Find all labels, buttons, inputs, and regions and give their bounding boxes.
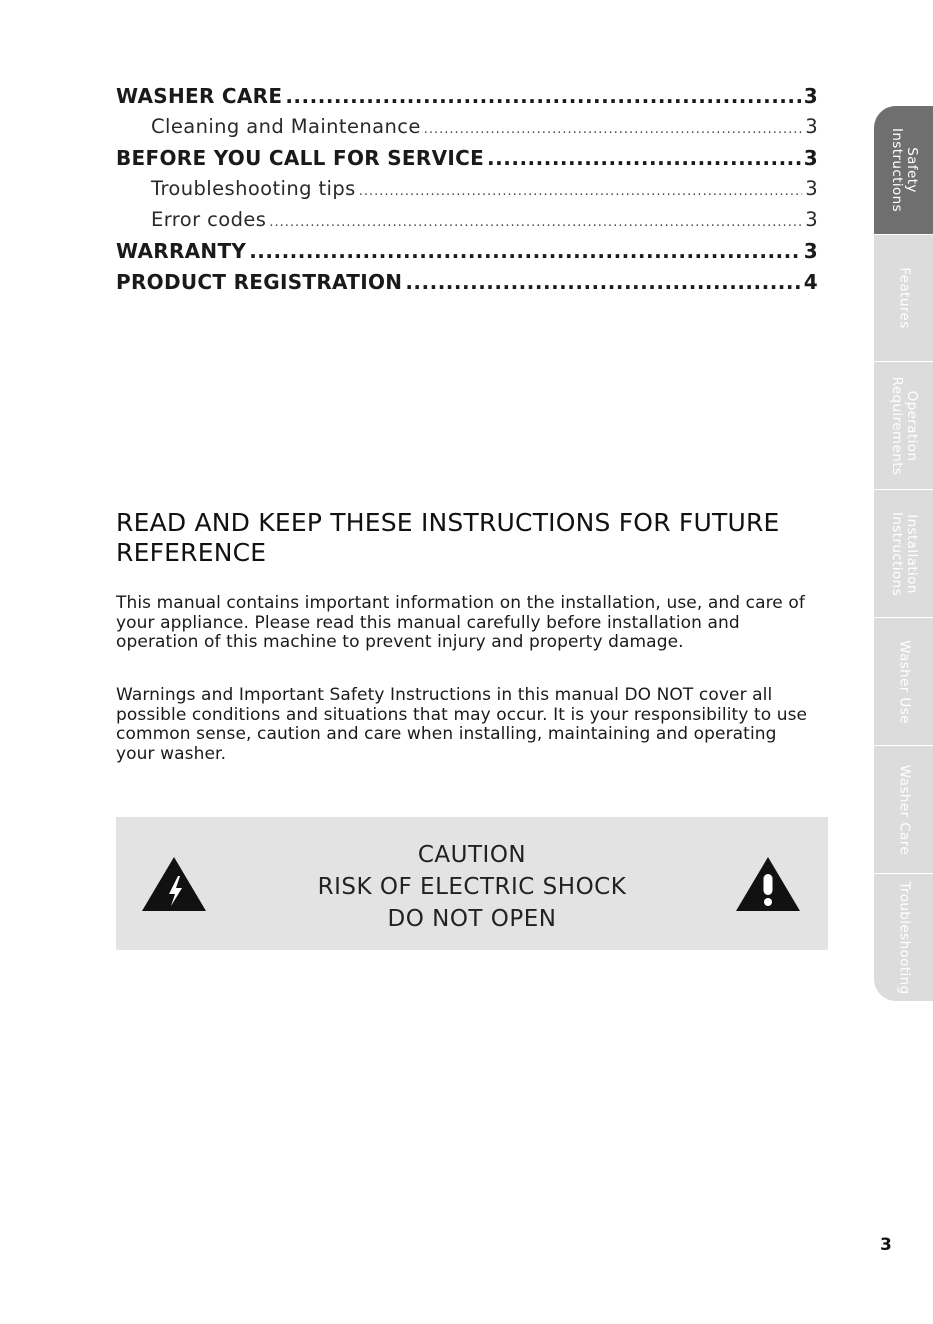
caution-box <box>116 817 828 950</box>
toc-leader-dots <box>405 270 800 294</box>
tab-washer-care[interactable] <box>874 746 933 874</box>
tab-features[interactable] <box>874 235 933 362</box>
toc-entry-title: PRODUCT REGISTRATION <box>116 270 403 294</box>
tab-troubleshooting[interactable] <box>874 874 933 1001</box>
caution-line: RISK OF ELECTRIC SHOCK <box>317 874 627 900</box>
toc-entry-page: 3 <box>803 146 818 170</box>
toc-leader-dots <box>424 122 802 137</box>
toc-entry[interactable] <box>116 115 818 146</box>
toc-entry-title: Cleaning and Maintenance <box>151 115 421 138</box>
table-of-contents <box>116 84 818 301</box>
tab-safety-instructions[interactable] <box>874 106 933 235</box>
tab-label-line: Operation <box>903 390 920 461</box>
toc-entry-title: WASHER CARE <box>116 84 283 108</box>
toc-entry-title: Troubleshooting tips <box>151 177 356 200</box>
section-heading: READ AND KEEP THESE INSTRUCTIONS FOR FUTURE REFERENCE <box>116 508 780 567</box>
tab-label <box>889 128 919 212</box>
caution-message <box>116 839 828 935</box>
tab-label-line: Washer Use <box>896 639 912 724</box>
tab-label-line: Requirements <box>888 376 905 475</box>
tab-label-line: Installation <box>903 513 920 594</box>
toc-entry-page: 3 <box>805 208 818 231</box>
tab-label <box>896 881 911 994</box>
toc-leader-dots <box>285 84 800 108</box>
tab-label <box>896 640 911 724</box>
tab-label-line: Instructions <box>888 511 905 596</box>
tab-label <box>889 511 919 595</box>
caution-title: CAUTION <box>417 842 527 868</box>
section-tabs <box>874 106 933 1001</box>
tab-label-line: Features <box>896 267 912 329</box>
tab-label-line: Troubleshooting <box>896 880 912 995</box>
tab-installation-instructions[interactable] <box>874 490 933 618</box>
tab-label <box>896 764 911 854</box>
page-number: 3 <box>880 1235 892 1255</box>
tab-label-line: Instructions <box>888 127 905 213</box>
toc-entry-title: BEFORE YOU CALL FOR SERVICE <box>116 146 485 170</box>
tab-label <box>889 376 919 475</box>
tab-washer-use[interactable] <box>874 618 933 746</box>
toc-leader-dots <box>487 146 801 170</box>
toc-entry-page: 3 <box>805 115 818 138</box>
toc-leader-dots <box>269 215 802 230</box>
toc-leader-dots <box>249 239 801 263</box>
toc-entry[interactable] <box>116 84 818 115</box>
toc-entry-page: 3 <box>805 177 818 200</box>
exclamation-warning-icon <box>734 855 802 917</box>
toc-entry-page: 4 <box>803 270 818 294</box>
tab-label-line: Washer Care <box>896 764 912 855</box>
toc-leader-dots <box>359 184 802 199</box>
tab-label-line: Safety <box>903 147 920 193</box>
toc-entry-page: 3 <box>803 84 818 108</box>
toc-entry[interactable] <box>116 146 818 177</box>
toc-entry[interactable] <box>116 239 818 270</box>
toc-entry[interactable] <box>116 270 818 301</box>
tab-label <box>896 267 911 328</box>
caution-line: DO NOT OPEN <box>387 906 557 932</box>
toc-entry-title: WARRANTY <box>116 239 247 263</box>
toc-entry-title: Error codes <box>151 208 267 231</box>
toc-entry[interactable] <box>116 177 818 208</box>
toc-entry[interactable] <box>116 208 818 239</box>
tab-operation-requirements[interactable] <box>874 362 933 490</box>
toc-entry-page: 3 <box>803 239 818 263</box>
intro-paragraph: This manual contains important information on the installation, use, and care of your appliance. Please read this manual carefully before installation and operation of this machine to prevent injury and property damage. <box>116 593 805 652</box>
warning-paragraph: Warnings and Important Safety Instructions in this manual DO NOT cover all possible conditions and situations that may occur. It is your responsibility to use common sense, caution and care when installing, maintaining and operating your washer. <box>116 685 808 764</box>
